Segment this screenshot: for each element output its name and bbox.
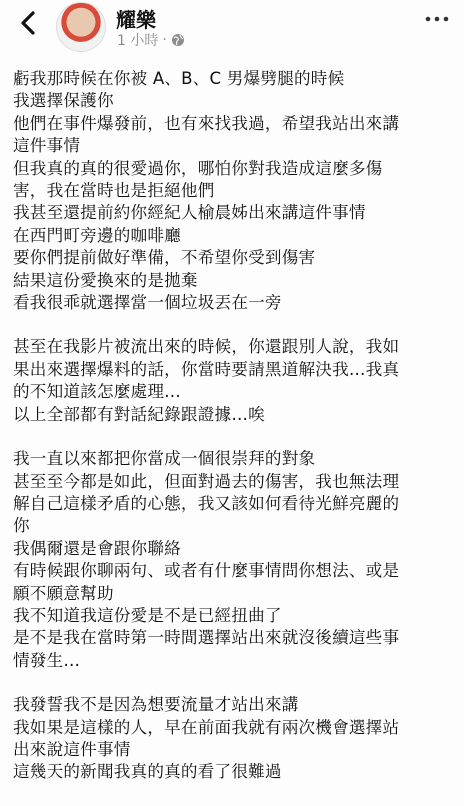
post-text-line: 我發誓我不是因為想要流量才站出來講 [13,695,299,715]
post-text-line: 害，我在當時也是拒絕他們 [13,181,215,201]
post-text-line: 是不是我在當時第一時間選擇站出來就沒後續這些事 [13,628,400,648]
post-text-line: 的不知道該怎麼處理… [13,382,181,402]
post-header [0,0,464,58]
post-text-line: 在西門町旁邊的咖啡廳 [13,225,181,245]
post-text-line: 你 [13,516,30,536]
post-text-line: 我選擇保護你 [13,91,114,111]
post-text-line: 願不願意幫助 [13,583,114,603]
post-text-line: 甚至至今都是如此，但面對過去的傷害，我也無法理 [13,471,400,491]
post-meta [117,30,185,50]
post-body [13,68,461,806]
post-text-line: 但我真的真的很愛過你，哪怕你對我造成這麼多傷 [13,158,383,178]
post-text-line: 我偶爾還是會跟你聯絡 [13,538,181,558]
post-text-line: 要你們提前做好準備，不希望你受到傷害 [13,248,316,268]
post-paragraph [13,448,461,672]
post-text-line: 情發生… [13,650,81,670]
post-text-line: 看我很乖就選擇當一個垃圾丟在一旁 [13,293,282,313]
post-text-line: 果出來選擇爆料的話，你當時要請黑道解決我…我真 [13,359,400,379]
post-text-line: 解自己這樣矛盾的心態，我又該如何看待光鮮亮麗的 [13,493,400,513]
post-text-line: 甚至在我影片被流出來的時候，你還跟別人說，我如 [13,337,400,357]
post-text-line: 他們在事件爆發前，也有來找我過，希望我站出來講 [13,113,400,133]
post-text-line: 出來說這件事情 [13,739,131,759]
meta-separator: · [162,32,167,48]
back-arrow-icon[interactable] [14,8,44,38]
post-text-line: 有時候跟你聊兩句、或者有什麼事情問你想法、或是 [13,561,400,581]
post-text-line: 以上全部都有對話紀錄跟證據…唉 [13,404,265,424]
post-text-line: 我一直以來都把你當成一個很崇拜的對象 [13,449,316,469]
post-text-line: 結果這份愛換來的是拋棄 [13,270,198,290]
post-text-line: 我不知道我這份愛是不是已經扭曲了 [13,605,282,625]
post-text-line: 我如果是這樣的人，早在前面我就有兩次機會選擇站 [13,717,400,737]
globe-icon [171,33,185,47]
post-text-line: 虧我那時候在你被 A、B、C 男爆劈腿的時候 [13,69,345,88]
post-time[interactable]: 1 小時 [117,33,159,49]
post-text-line: 這件事情 [13,136,81,156]
post-text-line: 我甚至還提前約你經紀人榆晨姊出來講這件事情 [13,203,366,223]
more-options-icon[interactable] [424,14,450,24]
post-paragraph [13,336,461,426]
post-text-line: 這幾天的新聞我真的真的看了很難過 [13,762,282,782]
avatar[interactable] [56,2,106,52]
post-paragraph [13,68,461,314]
profile-name[interactable]: 耀樂 [116,8,156,32]
post-paragraph [13,694,461,784]
